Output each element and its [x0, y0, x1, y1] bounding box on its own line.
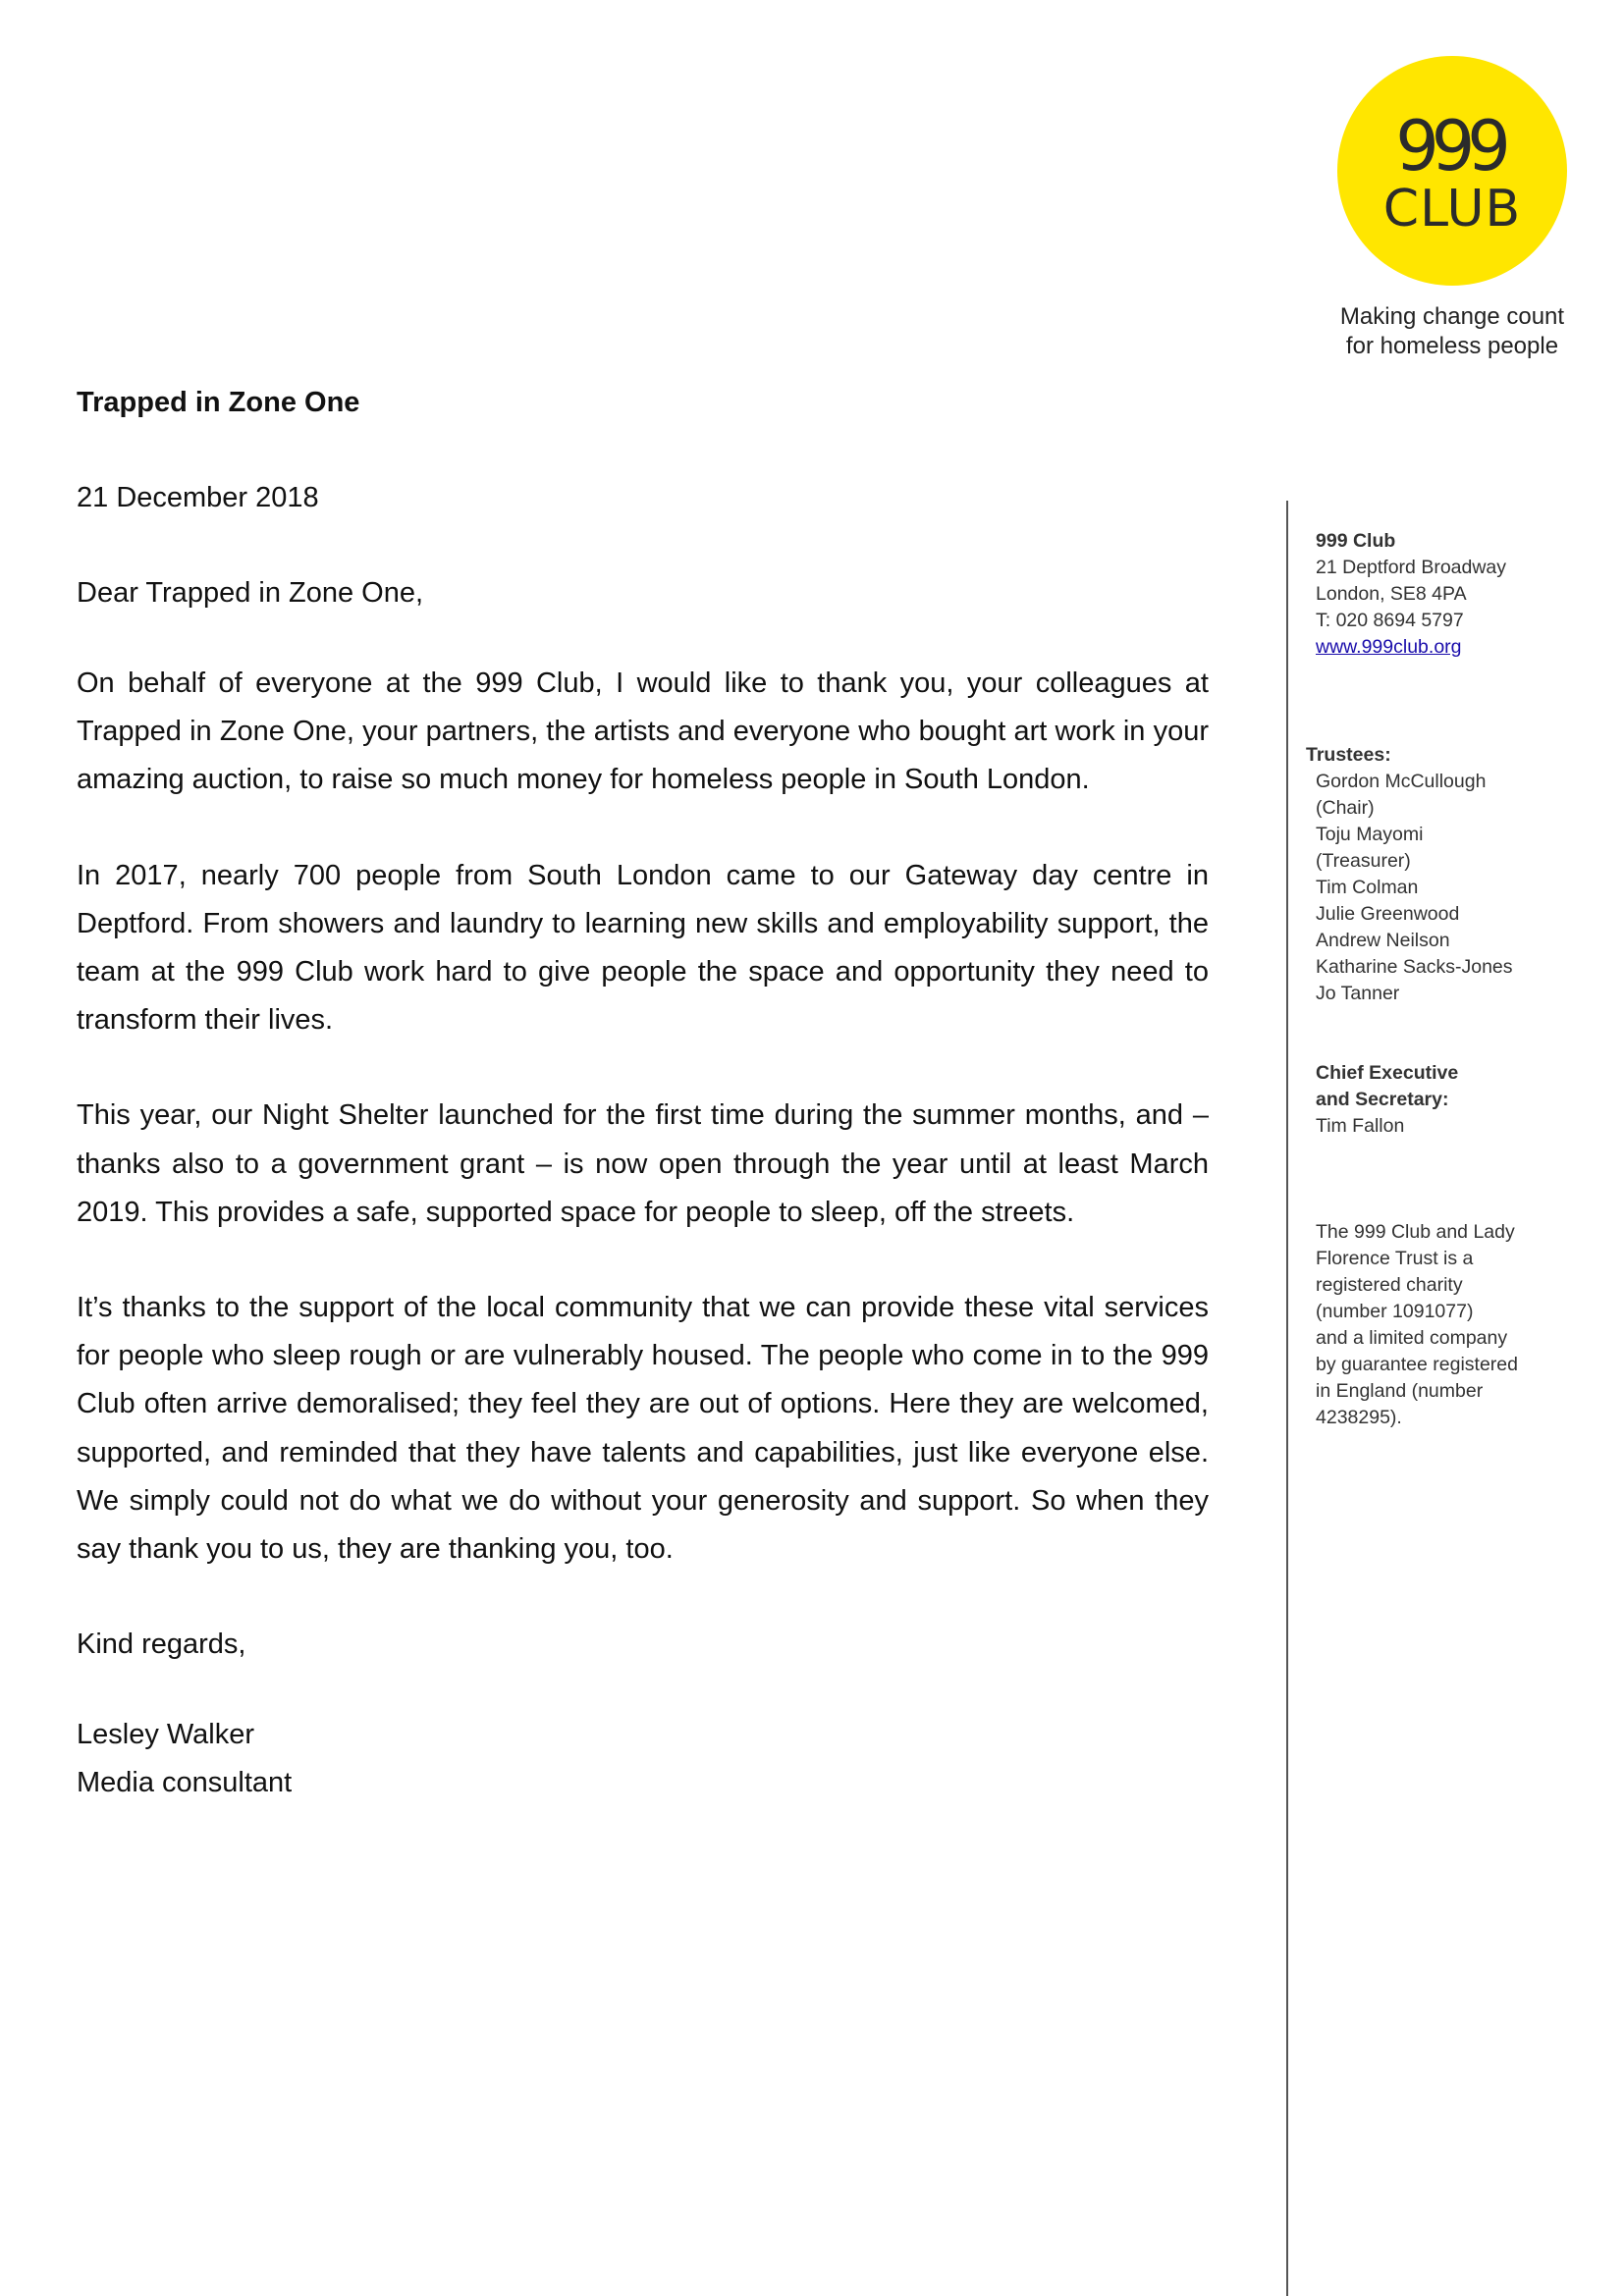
trustees-heading: Trustees:	[1306, 744, 1391, 766]
trustee-item: Toju Mayomi	[1316, 824, 1424, 845]
trustee-item: (Chair)	[1316, 797, 1375, 819]
trustee-item: Julie Greenwood	[1316, 903, 1460, 925]
charity-line: registered charity	[1316, 1274, 1463, 1296]
charity-line: in England (number	[1316, 1380, 1484, 1402]
address-line-2: London, SE8 4PA	[1316, 583, 1467, 605]
trustee-item: Katharine Sacks-Jones	[1316, 956, 1513, 978]
paragraph-night-shelter: This year, our Night Shelter launched for the first time during the summer months, and – thanks also to a government grant – is now open through the year until at least March 2019. This provides a safe, supported space for people to sleep, off the streets.	[77, 1099, 1209, 1228]
logo-number: 999	[1395, 106, 1503, 187]
paragraph-community: It’s thanks to the support of the local community that we can provide these vital services for people who sleep rough or are vulnerably housed. The people who come in to the 999 Club often arrive demoralised; they feel they are out of options. Here they are welcomed, supported, and reminded that they have talents and capabilities, just like everyone else. We simply could not do what we do without your generosity and support. So when they say thank you to us, they are thanking you, too.	[77, 1292, 1209, 1566]
org-name: 999 Club	[1316, 530, 1396, 552]
letter-salutation: Dear Trapped in Zone One,	[77, 577, 424, 609]
trustee-item: (Treasurer)	[1316, 850, 1411, 872]
trustee-item: Tim Colman	[1316, 877, 1419, 898]
trustee-item: Jo Tanner	[1316, 983, 1400, 1004]
charity-line: 4238295).	[1316, 1407, 1402, 1428]
charity-line: The 999 Club and Lady	[1316, 1221, 1515, 1243]
paragraph-thanks: On behalf of everyone at the 999 Club, I would like to thank you, your colleagues at Trapped in Zone One, your partners, the artists and everyone who bought art work in your amazing auction, to raise so much money for homeless people in South London.	[77, 667, 1209, 796]
charity-info-block	[1316, 1219, 1542, 1431]
trustees-block	[1306, 742, 1610, 1007]
tagline-line-1: Making change count	[1339, 303, 1565, 330]
ceo-heading-line-1: Chief Executive	[1316, 1062, 1459, 1084]
ceo-heading-line-2: and Secretary:	[1316, 1089, 1449, 1110]
ceo-block	[1316, 1060, 1610, 1140]
letter-body	[77, 383, 1209, 1807]
ceo-name: Tim Fallon	[1316, 1115, 1405, 1137]
charity-line: by guarantee registered	[1316, 1354, 1518, 1375]
website-link[interactable]: www.999club.org	[1316, 636, 1462, 658]
letter-date: 21 December 2018	[77, 482, 319, 513]
logo-tagline	[1296, 302, 1608, 361]
letter-closing: Kind regards,	[77, 1629, 246, 1661]
trustee-item: Gordon McCullough	[1316, 771, 1487, 792]
logo-word: CLUB	[1382, 180, 1522, 239]
letter-title: Trapped in Zone One	[77, 387, 360, 418]
charity-line: and a limited company	[1316, 1327, 1508, 1349]
charity-line: Florence Trust is a	[1316, 1248, 1474, 1269]
signature-name: Lesley Walker	[77, 1719, 255, 1751]
sidebar-divider	[1286, 501, 1288, 2296]
trustee-item: Andrew Neilson	[1316, 930, 1450, 951]
tagline-line-2: for homeless people	[1345, 333, 1559, 359]
signature-role: Media consultant	[77, 1767, 293, 1799]
address-line-1: 21 Deptford Broadway	[1316, 557, 1507, 578]
contact-block	[1316, 528, 1610, 661]
phone-number: T: 020 8694 5797	[1316, 610, 1464, 631]
999-club-logo	[1337, 56, 1567, 286]
paragraph-gateway: In 2017, nearly 700 people from South London came to our Gateway day centre in Deptford. From showers and laundry to learning new skills and employability support, the team at the 999 Club work hard to give people the space and opportunity they need to transform their lives.	[77, 859, 1209, 1037]
charity-line: (number 1091077)	[1316, 1301, 1474, 1322]
sidebar	[1306, 528, 1610, 1428]
